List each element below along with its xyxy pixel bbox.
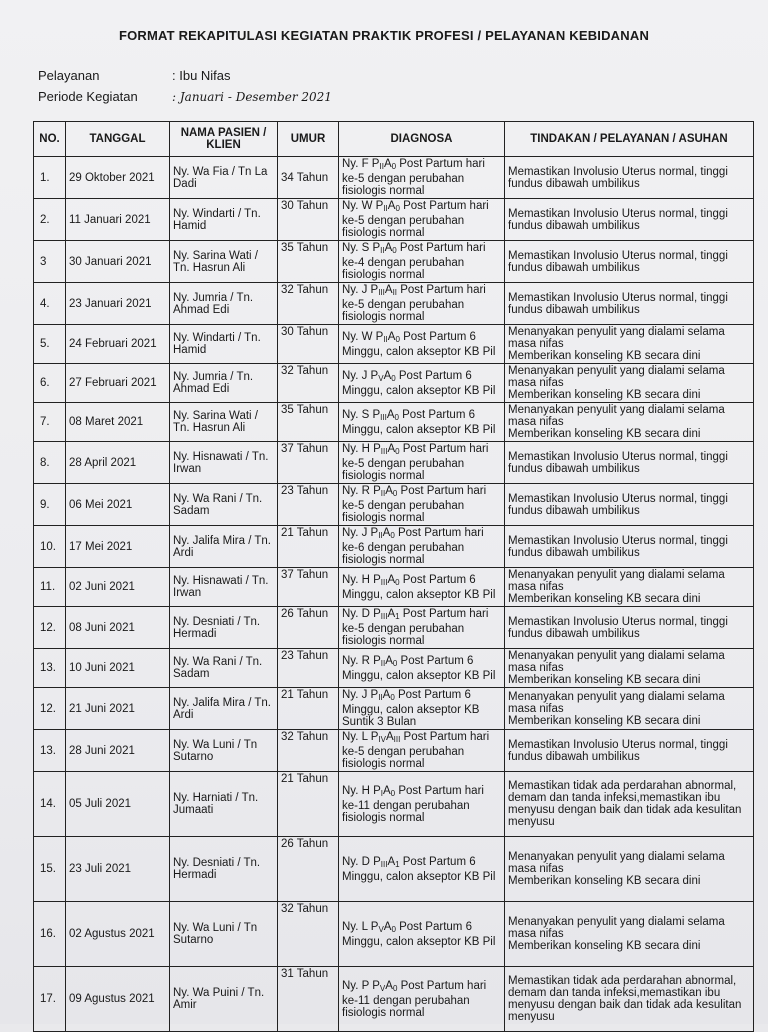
row-umur: 32 Tahun xyxy=(278,730,339,772)
row-tanggal: 09 Agustus 2021 xyxy=(66,967,170,1032)
row-diagnosa: Ny. S $P_{III}A_0$ Post Partum 6 Minggu, calon akseptor KB Pil xyxy=(339,403,505,442)
row-diagnosa: Ny. L $P_VA_0$ Post Partum 6 Minggu, calon akseptor KB Pil xyxy=(339,902,505,967)
meta-pelayanan xyxy=(38,68,231,83)
row-diagnosa: Ny. L $P_{IV}A_{III}$ Post Partum hari ke-5 dengan perubahan fisiologis normal xyxy=(339,730,505,772)
row-no: 16. xyxy=(34,902,66,967)
row-no: 15. xyxy=(34,837,66,902)
table-row xyxy=(34,442,754,484)
row-tanggal: 17 Mei 2021 xyxy=(66,526,170,568)
rekap-table xyxy=(33,121,754,1032)
row-tindakan: Menanyakan penyulit yang dialami selama masa nifas Memberikan konseling KB secara dini xyxy=(505,568,754,607)
table-row xyxy=(34,364,754,403)
row-tindakan: Memastikan Involusio Uterus normal, tinggi fundus dibawah umbilikus xyxy=(505,241,754,283)
document-title: FORMAT REKAPITULASI KEGIATAN PRAKTIK PROFESI / PELAYANAN KEBIDANAN xyxy=(118,28,650,43)
table-row xyxy=(34,902,754,967)
row-nama: Ny. Wa Rani / Tn. Sadam xyxy=(170,649,278,688)
table-row xyxy=(34,157,754,199)
table-row xyxy=(34,772,754,837)
row-tindakan: Memastikan Involusio Uterus normal, tinggi fundus dibawah umbilikus xyxy=(505,526,754,568)
row-umur: 32 Tahun xyxy=(278,364,339,403)
row-tindakan: Menanyakan penyulit yang dialami selama masa nifas Memberikan konseling KB secara dini xyxy=(505,902,754,967)
row-no: 12. xyxy=(34,688,66,730)
row-umur: 21 Tahun xyxy=(278,526,339,568)
row-diagnosa: Ny. H $P_IA_0$ Post Partum hari ke-11 dengan perubahan fisiologis normal xyxy=(339,772,505,837)
row-tanggal: 28 April 2021 xyxy=(66,442,170,484)
row-tindakan: Memastikan tidak ada perdarahan abnormal, demam dan tanda infeksi,memastikan ibu menyusu dengan baik dan tidak ada kesulitan menyusu xyxy=(505,772,754,837)
row-diagnosa: Ny. H $P_{III}A_0$ Post Partum hari ke-5 dengan perubahan fisiologis normal xyxy=(339,442,505,484)
row-diagnosa: Ny. J $P_{III}A_{II}$ Post Partum hari ke-5 dengan perubahan fisiologis normal xyxy=(339,283,505,325)
table-row xyxy=(34,837,754,902)
row-no: 17. xyxy=(34,967,66,1032)
row-no: 8. xyxy=(34,442,66,484)
row-diagnosa: Ny. H $P_{III}A_0$ Post Partum 6 Minggu, calon akseptor KB Pil xyxy=(339,568,505,607)
row-nama: Ny. Wa Fia / Tn La Dadi xyxy=(170,157,278,199)
header-tindakan: TINDAKAN / PELAYANAN / ASUHAN xyxy=(505,122,754,157)
row-no: 6. xyxy=(34,364,66,403)
row-umur: 35 Tahun xyxy=(278,241,339,283)
pelayanan-value: : Ibu Nifas xyxy=(172,68,231,83)
row-nama: Ny. Sarina Wati / Tn. Hasrun Ali xyxy=(170,403,278,442)
row-umur: 21 Tahun xyxy=(278,772,339,837)
row-tindakan: Memastikan Involusio Uterus normal, tinggi fundus dibawah umbilikus xyxy=(505,607,754,649)
row-tindakan: Memastikan Involusio Uterus normal, tinggi fundus dibawah umbilikus xyxy=(505,157,754,199)
header-umur: UMUR xyxy=(278,122,339,157)
row-umur: 34 Tahun xyxy=(278,157,339,199)
table-row xyxy=(34,730,754,772)
table-row xyxy=(34,199,754,241)
row-tanggal: 10 Juni 2021 xyxy=(66,649,170,688)
row-umur: 32 Tahun xyxy=(278,283,339,325)
table-row xyxy=(34,325,754,364)
row-tanggal: 24 Februari 2021 xyxy=(66,325,170,364)
row-umur: 35 Tahun xyxy=(278,403,339,442)
row-no: 5. xyxy=(34,325,66,364)
row-no: 13. xyxy=(34,730,66,772)
row-tindakan: Memastikan Involusio Uterus normal, tinggi fundus dibawah umbilikus xyxy=(505,283,754,325)
row-tanggal: 23 Januari 2021 xyxy=(66,283,170,325)
header-nama: NAMA PASIEN / KLIEN xyxy=(170,122,278,157)
row-umur: 31 Tahun xyxy=(278,967,339,1032)
row-no: 3 xyxy=(34,241,66,283)
row-nama: Ny. Sarina Wati / Tn. Hasrun Ali xyxy=(170,241,278,283)
table-row xyxy=(34,484,754,526)
row-tindakan: Memastikan Involusio Uterus normal, tinggi fundus dibawah umbilikus xyxy=(505,442,754,484)
row-umur: 26 Tahun xyxy=(278,837,339,902)
row-diagnosa: Ny. W $P_{II}A_0$ Post Partum 6 Minggu, calon akseptor KB Pil xyxy=(339,325,505,364)
row-tanggal: 29 Oktober 2021 xyxy=(66,157,170,199)
row-tanggal: 11 Januari 2021 xyxy=(66,199,170,241)
row-nama: Ny. Hisnawati / Tn. Irwan xyxy=(170,568,278,607)
row-tanggal: 06 Mei 2021 xyxy=(66,484,170,526)
row-nama: Ny. Windarti / Tn. Hamid xyxy=(170,199,278,241)
row-tindakan: Menanyakan penyulit yang dialami selama masa nifas Memberikan konseling KB secara dini xyxy=(505,403,754,442)
table-body xyxy=(34,157,754,1032)
header-no: NO. xyxy=(34,122,66,157)
row-tindakan: Memastikan tidak ada perdarahan abnormal, demam dan tanda infeksi,memastikan ibu menyusu dengan baik dan tidak ada kesulitan menyusu xyxy=(505,967,754,1032)
table-row xyxy=(34,568,754,607)
row-no: 1. xyxy=(34,157,66,199)
row-no: 4. xyxy=(34,283,66,325)
table-row xyxy=(34,967,754,1032)
row-diagnosa: Ny. D $P_{III}A_1$ Post Partum hari ke-5 dengan perubahan fisiologis normal xyxy=(339,607,505,649)
row-no: 13. xyxy=(34,649,66,688)
row-nama: Ny. Wa Rani / Tn. Sadam xyxy=(170,484,278,526)
row-nama: Ny. Hisnawati / Tn. Irwan xyxy=(170,442,278,484)
table-row xyxy=(34,241,754,283)
row-nama: Ny. Wa Puini / Tn. Amir xyxy=(170,967,278,1032)
row-diagnosa: Ny. P $P_VA_0$ Post Partum hari ke-11 dengan perubahan fisiologis normal xyxy=(339,967,505,1032)
row-tanggal: 08 Maret 2021 xyxy=(66,403,170,442)
row-diagnosa: Ny. R $P_{II}A_0$ Post Partum hari ke-5 dengan perubahan fisiologis normal xyxy=(339,484,505,526)
row-tanggal: 05 Juli 2021 xyxy=(66,772,170,837)
row-tanggal: 30 Januari 2021 xyxy=(66,241,170,283)
row-no: 7. xyxy=(34,403,66,442)
row-no: 9. xyxy=(34,484,66,526)
table-row xyxy=(34,526,754,568)
row-umur: 21 Tahun xyxy=(278,688,339,730)
table-row xyxy=(34,688,754,730)
row-diagnosa: Ny. W $P_{II}A_0$ Post Partum hari ke-5 dengan perubahan fisiologis normal xyxy=(339,199,505,241)
row-nama: Ny. Desniati / Tn. Hermadi xyxy=(170,837,278,902)
row-nama: Ny. Harniati / Tn. Jumaati xyxy=(170,772,278,837)
row-umur: 26 Tahun xyxy=(278,607,339,649)
row-diagnosa: Ny. D $P_{III}A_1$ Post Partum 6 Minggu, calon akseptor KB Pil xyxy=(339,837,505,902)
row-tindakan: Menanyakan penyulit yang dialami selama masa nifas Memberikan konseling KB secara dini xyxy=(505,364,754,403)
row-tanggal: 08 Juni 2021 xyxy=(66,607,170,649)
row-diagnosa: Ny. J $P_{II}A_0$ Post Partum hari ke-6 dengan perubahan fisiologis normal xyxy=(339,526,505,568)
row-tanggal: 28 Juni 2021 xyxy=(66,730,170,772)
row-tindakan: Memastikan Involusio Uterus normal, tinggi fundus dibawah umbilikus xyxy=(505,484,754,526)
row-umur: 23 Tahun xyxy=(278,649,339,688)
row-tanggal: 02 Juni 2021 xyxy=(66,568,170,607)
periode-label: Periode Kegiatan xyxy=(38,89,138,104)
row-nama: Ny. Jalifa Mira / Tn. Ardi xyxy=(170,526,278,568)
row-no: 14. xyxy=(34,772,66,837)
row-umur: 37 Tahun xyxy=(278,442,339,484)
row-umur: 23 Tahun xyxy=(278,484,339,526)
row-diagnosa: Ny. J $P_VA_0$ Post Partum 6 Minggu, calon akseptor KB Pil xyxy=(339,364,505,403)
table-row xyxy=(34,649,754,688)
row-no: 12. xyxy=(34,607,66,649)
row-tindakan: Menanyakan penyulit yang dialami selama masa nifas Memberikan konseling KB secara dini xyxy=(505,688,754,730)
row-tindakan: Menanyakan penyulit yang dialami selama masa nifas Memberikan konseling KB secara dini xyxy=(505,649,754,688)
row-tanggal: 02 Agustus 2021 xyxy=(66,902,170,967)
row-tindakan: Memastikan Involusio Uterus normal, tinggi fundus dibawah umbilikus xyxy=(505,199,754,241)
table-row xyxy=(34,403,754,442)
header-diagnosa: DIAGNOSA xyxy=(339,122,505,157)
row-nama: Ny. Jalifa Mira / Tn. Ardi xyxy=(170,688,278,730)
header-tanggal: TANGGAL xyxy=(66,122,170,157)
row-umur: 32 Tahun xyxy=(278,902,339,967)
row-tanggal: 21 Juni 2021 xyxy=(66,688,170,730)
row-nama: Ny. Wa Luni / Tn Sutarno xyxy=(170,730,278,772)
row-diagnosa: Ny. R $P_{II}A_0$ Post Partum 6 Minggu, calon akseptor KB Pil xyxy=(339,649,505,688)
row-nama: Ny. Jumria / Tn. Ahmad Edi xyxy=(170,283,278,325)
row-tindakan: Menanyakan penyulit yang dialami selama masa nifas Memberikan konseling KB secara dini xyxy=(505,325,754,364)
row-tindakan: Menanyakan penyulit yang dialami selama masa nifas Memberikan konseling KB secara dini xyxy=(505,837,754,902)
table-row xyxy=(34,283,754,325)
row-no: 2. xyxy=(34,199,66,241)
row-tanggal: 23 Juli 2021 xyxy=(66,837,170,902)
meta-periode xyxy=(38,89,332,104)
periode-value: : Januari - Desember 2021 xyxy=(172,90,332,104)
row-tanggal: 27 Februari 2021 xyxy=(66,364,170,403)
table-header-row xyxy=(34,122,754,157)
row-diagnosa: Ny. J $P_{II}A_0$ Post Partum 6 Minggu, calon akseptor KB Suntik 3 Bulan xyxy=(339,688,505,730)
row-diagnosa: Ny. F $P_{II}A_0$ Post Partum hari ke-5 dengan perubahan fisiologis normal xyxy=(339,157,505,199)
row-tindakan: Memastikan Involusio Uterus normal, tinggi fundus dibawah umbilikus xyxy=(505,730,754,772)
table-row xyxy=(34,607,754,649)
row-nama: Ny. Jumria / Tn. Ahmad Edi xyxy=(170,364,278,403)
row-umur: 30 Tahun xyxy=(278,325,339,364)
pelayanan-label: Pelayanan xyxy=(38,68,100,83)
row-nama: Ny. Wa Luni / Tn Sutarno xyxy=(170,902,278,967)
row-no: 11. xyxy=(34,568,66,607)
row-umur: 37 Tahun xyxy=(278,568,339,607)
row-diagnosa: Ny. S $P_{II}A_0$ Post Partum hari ke-4 dengan perubahan fisiologis normal xyxy=(339,241,505,283)
row-nama: Ny. Windarti / Tn. Hamid xyxy=(170,325,278,364)
row-nama: Ny. Desniati / Tn. Hermadi xyxy=(170,607,278,649)
row-no: 10. xyxy=(34,526,66,568)
row-umur: 30 Tahun xyxy=(278,199,339,241)
